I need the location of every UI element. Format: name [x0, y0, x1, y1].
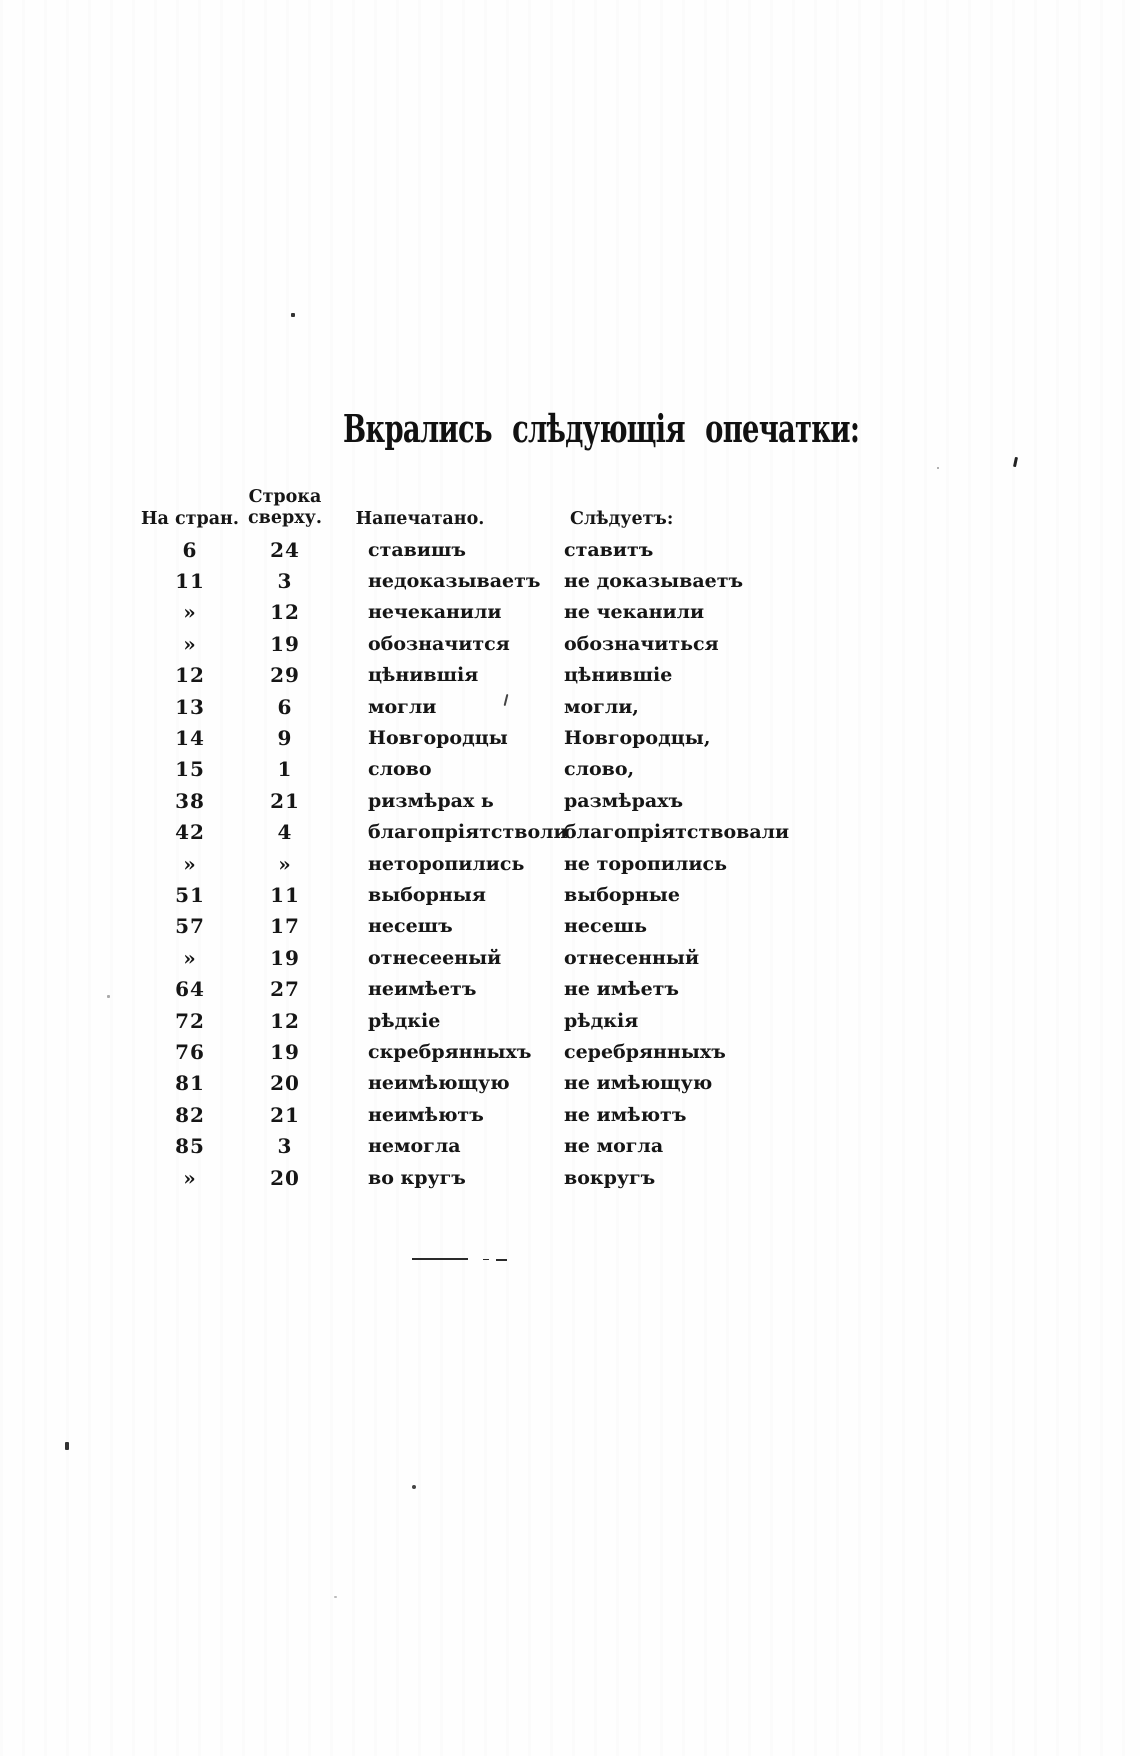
errata-correct-text: слово, — [564, 758, 635, 781]
errata-line-number: 24 — [270, 537, 300, 562]
errata-printed-text: отнесееный — [368, 946, 502, 969]
errata-row — [140, 1005, 802, 1036]
errata-correct-text: серебрянныхъ — [564, 1040, 726, 1063]
errata-row — [140, 1130, 802, 1161]
errata-page-number: 51 — [175, 882, 205, 907]
errata-row — [140, 817, 802, 848]
errata-correct-text: несешь — [564, 915, 647, 938]
errata-correct-text: Новгородцы, — [564, 727, 711, 750]
errata-page-number: 11 — [175, 569, 205, 594]
errata-page-number: » — [183, 851, 197, 876]
errata-printed-text: ставишъ — [368, 538, 466, 561]
errata-line-number: 3 — [277, 569, 293, 594]
errata-correct-text: выборные — [564, 883, 680, 906]
errata-correct-text: обозначиться — [564, 632, 719, 655]
errata-line-number: 3 — [277, 1134, 293, 1159]
errata-printed-text: рѣдкіе — [368, 1009, 441, 1032]
errata-row — [140, 1068, 802, 1099]
errata-printed-text: Новгородцы — [368, 727, 508, 750]
table-body — [140, 534, 802, 1193]
errata-row — [140, 848, 802, 879]
errata-line-number: 17 — [270, 914, 300, 939]
errata-table — [140, 482, 802, 1193]
errata-printed-text: цѣнившія — [368, 664, 479, 687]
errata-row — [140, 534, 802, 565]
errata-row — [140, 1099, 802, 1130]
errata-line-number: 1 — [277, 757, 293, 782]
errata-row — [140, 911, 802, 942]
errata-printed-text: благопріятстволи — [368, 821, 568, 844]
errata-row — [140, 691, 802, 722]
errata-printed-text: могли — [368, 695, 437, 718]
errata-row — [140, 973, 802, 1004]
errata-printed-text: неторопились — [368, 852, 525, 875]
errata-page-number: » — [183, 945, 197, 970]
errata-correct-text: благопріятствовали — [564, 821, 790, 844]
errata-page-number: 6 — [182, 537, 198, 562]
header-line-column-word1: Строка — [248, 487, 322, 507]
errata-row — [140, 1162, 802, 1193]
errata-printed-text: несешъ — [368, 915, 453, 938]
errata-line-number: 29 — [270, 663, 300, 688]
errata-printed-text: неимѣетъ — [368, 978, 477, 1001]
ink-speck — [334, 1596, 337, 1598]
errata-printed-text: нечеканили — [368, 601, 502, 624]
ink-speck — [107, 995, 110, 998]
errata-line-number: 19 — [270, 631, 300, 656]
errata-page-number: » — [183, 631, 197, 656]
errata-page-number: 38 — [175, 788, 205, 813]
header-correct-column: Слѣдуетъ: — [570, 509, 674, 529]
errata-printed-text: выборныя — [368, 883, 486, 906]
errata-correct-text: вокругъ — [564, 1166, 656, 1189]
errata-line-number: 21 — [270, 1102, 300, 1127]
errata-line-number: 6 — [277, 694, 293, 719]
errata-line-number: 19 — [270, 945, 300, 970]
ink-speck — [291, 313, 295, 317]
header-line-column — [240, 487, 330, 529]
errata-row — [140, 1036, 802, 1067]
errata-correct-text: не чеканили — [564, 601, 705, 624]
errata-line-number: 9 — [277, 726, 293, 751]
errata-line-number: 11 — [270, 882, 300, 907]
errata-printed-text: неимѣютъ — [368, 1103, 484, 1126]
header-printed-column: Напечатано. — [355, 509, 485, 529]
errata-correct-text: размѣрахъ — [564, 789, 684, 812]
errata-correct-text: не имѣющую — [564, 1072, 713, 1095]
errata-row — [140, 565, 802, 596]
errata-page-number: 15 — [175, 757, 205, 782]
errata-row — [140, 942, 802, 973]
errata-line-number: 4 — [277, 820, 293, 845]
errata-page-number: » — [183, 600, 197, 625]
errata-page-number: 42 — [175, 820, 205, 845]
errata-page-number: 72 — [175, 1008, 205, 1033]
errata-page-number: 85 — [175, 1134, 205, 1159]
errata-correct-text: не могла — [564, 1135, 664, 1158]
errata-row — [140, 879, 802, 910]
end-divider-segment — [412, 1258, 468, 1260]
errata-correct-text: не торопились — [564, 852, 727, 875]
errata-printed-text: во кругъ — [368, 1166, 466, 1189]
errata-page-number: 76 — [175, 1039, 205, 1064]
page-title: Вкрались слѣдующія опечатки: — [343, 406, 860, 451]
errata-printed-text: немогла — [368, 1135, 461, 1158]
errata-line-number: » — [278, 851, 292, 876]
errata-page-number: 12 — [175, 663, 205, 688]
ink-speck-tick — [65, 1442, 69, 1450]
errata-printed-text: неимѣющую — [368, 1072, 510, 1095]
errata-row — [140, 785, 802, 816]
errata-correct-text: не имѣетъ — [564, 978, 680, 1001]
errata-page-number: 14 — [175, 726, 205, 751]
errata-correct-text: могли, — [564, 695, 639, 718]
errata-printed-text: обозначится — [368, 632, 510, 655]
errata-printed-text: ризмѣрах ь — [368, 789, 494, 812]
errata-line-number: 20 — [270, 1071, 300, 1096]
errata-line-number: 27 — [270, 977, 300, 1002]
errata-printed-text: скребрянныхъ — [368, 1040, 532, 1063]
errata-row — [140, 597, 802, 628]
ink-speck — [937, 467, 939, 469]
errata-page-number: 13 — [175, 694, 205, 719]
end-divider-dash2 — [496, 1259, 507, 1261]
errata-correct-text: ставитъ — [564, 538, 654, 561]
errata-correct-text: цѣнившіе — [564, 664, 673, 687]
header-page-column: На стран. — [141, 509, 239, 529]
errata-page-number: 81 — [175, 1071, 205, 1096]
errata-page-number: » — [183, 1165, 197, 1190]
errata-correct-text: рѣдкія — [564, 1009, 639, 1032]
errata-line-number: 12 — [270, 1008, 300, 1033]
errata-line-number: 19 — [270, 1039, 300, 1064]
errata-page-number: 64 — [175, 977, 205, 1002]
errata-row — [140, 660, 802, 691]
errata-page-number: 57 — [175, 914, 205, 939]
errata-row — [140, 754, 802, 785]
errata-correct-text: не имѣютъ — [564, 1103, 687, 1126]
ink-speck-apostrophe — [1013, 457, 1018, 467]
end-divider-dash — [483, 1259, 489, 1260]
errata-printed-text: недоказываетъ — [368, 570, 541, 593]
header-line-column-word2: сверху. — [248, 508, 322, 528]
errata-printed-text: слово — [368, 758, 432, 781]
errata-row — [140, 628, 802, 659]
ink-speck — [412, 1485, 416, 1489]
errata-line-number: 20 — [270, 1165, 300, 1190]
errata-correct-text: отнесенный — [564, 946, 700, 969]
errata-line-number: 21 — [270, 788, 300, 813]
errata-page-number: 82 — [175, 1102, 205, 1127]
errata-line-number: 12 — [270, 600, 300, 625]
errata-row — [140, 722, 802, 753]
table-header-row — [140, 482, 802, 534]
errata-correct-text: не доказываетъ — [564, 570, 744, 593]
